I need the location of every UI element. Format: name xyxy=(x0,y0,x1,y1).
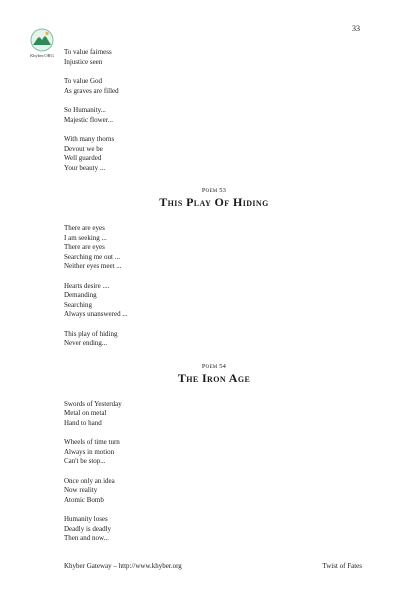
verse-line: Devout we be xyxy=(64,144,103,153)
verse-line: Deadly is deadly xyxy=(64,524,112,533)
stanza xyxy=(64,48,364,67)
verse-line: Demanding xyxy=(64,291,97,299)
verse-line: Now reality xyxy=(64,486,98,494)
verse-line: Well guarded xyxy=(64,154,102,162)
footer-source: Khyber Gateway – http://www.khyber.org xyxy=(64,562,182,570)
verse-line: Always in motion xyxy=(64,447,115,456)
verse-line: Swords of Yesterday xyxy=(64,399,122,408)
verse-line: As graves are filled xyxy=(64,86,119,95)
logo-text: Khyber.ORG xyxy=(30,53,54,58)
poem-54-header xyxy=(64,363,364,386)
page-number: 33 xyxy=(352,24,360,33)
page-footer xyxy=(64,562,362,570)
verse-line: Wheels of time turn xyxy=(64,438,120,446)
poem-number: Poem 53 xyxy=(201,187,227,194)
stanza xyxy=(64,477,364,506)
stanza xyxy=(64,400,364,429)
verse-line: I am seeking ... xyxy=(64,233,107,242)
verse-line: Hand to hand xyxy=(64,418,102,427)
poem-title: The Iron Age xyxy=(177,370,251,385)
verse-line: Hearts desire .... xyxy=(64,281,110,290)
verse-line: Can't be stop... xyxy=(64,457,106,465)
stanza xyxy=(64,438,364,467)
verse-line: Majestic flower... xyxy=(64,115,113,124)
mountain-logo-icon xyxy=(30,28,54,52)
verse-line: Searching me out ... xyxy=(64,252,120,261)
poem-title: This Play Of Hiding xyxy=(159,195,269,209)
poem-number: Poem 54 xyxy=(201,362,227,370)
verse-line: There are eyes xyxy=(64,224,105,232)
stanza xyxy=(64,282,364,320)
verse-line: To value God xyxy=(64,77,103,85)
verse-line: Searching xyxy=(64,300,92,309)
footer-book-title: Twist of Fates xyxy=(322,562,362,570)
page-content xyxy=(64,48,364,554)
verse-line: Your beauty ... xyxy=(64,163,106,172)
verse-line: Atomic Bomb xyxy=(64,495,104,504)
stanza xyxy=(64,515,364,544)
site-logo[interactable] xyxy=(24,28,60,58)
verse-line: This play of hiding xyxy=(64,329,118,338)
verse-line: Neither eyes meet ... xyxy=(64,262,122,270)
verse-line: Once only an idea xyxy=(64,476,115,485)
verse-line: To value fairness xyxy=(64,48,112,56)
verse-line: Then and now... xyxy=(64,534,109,542)
poem-53-header xyxy=(64,187,364,210)
stanza xyxy=(64,224,364,272)
verse-line: Metal on metal xyxy=(64,409,107,417)
stanza xyxy=(64,106,364,125)
verse-line: So Humanity... xyxy=(64,106,106,114)
stanza xyxy=(64,330,364,349)
verse-line: Humanity loses xyxy=(64,515,108,523)
verse-line: Injustice seen xyxy=(64,57,103,66)
verse-line: Never ending... xyxy=(64,339,108,347)
stanza xyxy=(64,77,364,96)
verse-line: With many thorns xyxy=(64,135,115,143)
verse-line: There are eyes xyxy=(64,243,105,251)
verse-line: Always unanswered ... xyxy=(64,310,128,318)
stanza xyxy=(64,135,364,173)
